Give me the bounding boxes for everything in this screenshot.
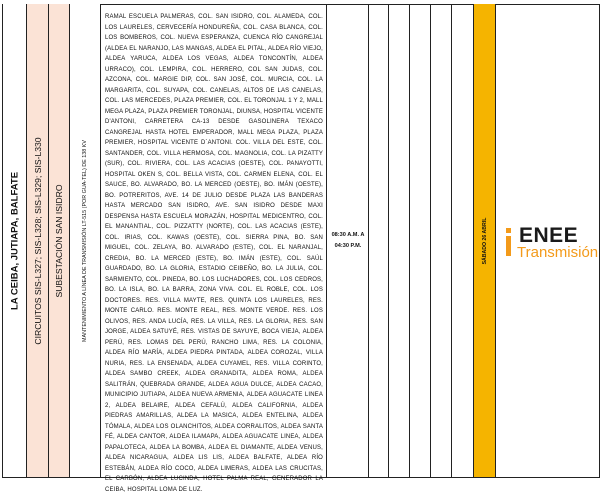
logo-subtitle: Transmisión bbox=[517, 244, 599, 261]
time-start: 08:30 A.M. A bbox=[331, 232, 365, 238]
empty-cell bbox=[430, 4, 451, 477]
affected-sectors-cell bbox=[100, 4, 326, 493]
enee-logo bbox=[503, 225, 601, 265]
schedule-time bbox=[327, 230, 369, 252]
affected-sectors-text: RAMAL ESCUELA PALMERAS, COL. SAN ISIDRO, COL. ALAMEDA, COL. LOS LAURELES, CERVECERÍA HONDUREÑA, COL. CASA BLANCA, COL. LOS BOMBEROS, COL. NUEVA ESPERANZA, CUENCA RÍO CANGREJAL (ALDEA EL NARANJO, LAS MANGAS, ALDEA EL PITAL, ALDEA RÍO VIEJO, ALDEA YARUCA, ALDEA LOS VEGAS, ALDEA TONCONTÍN, ALDEA URRACO), COL. LEMPIRA, COL. HERRERO, COL SAN JUDAS, COL. AZCONA, COL. MARGIE DIP, COL. SAN JOSÉ, COL. MURCIA, COL. LA MARGARITA, COL. SUYAPA, COL. CANELAS, ALTOS DE LAS CANELAS, COL. LAS MERCEDES, PLAZA PREMIER, COL. EL TORONJAL 1 Y 2, MALL MEGA PLAZA, PLAZA PREMIER TORONJAL, DIUNSA, HOSPITAL VICENTE D'ANTONI, CARRETERA CA-13 DESDE GASOLINERA TEXACO CANGREJAL HASTA HOTEL EMPERADOR, MALL MEGA PLAZA, PLAZA PREMIER, HOSPITAL VICENTE D´ANTONI. COL. VILLA DEL ESTE, COL. SANTANDER, COL. VILLA HERMOSA, COL. MAGNOLIA, COL. LA PIZATTY (SUR), COL. RIVIERA, COL. LAS ACACIAS (OESTE), COL. PANAYOTTI, HOSPITAL OKEN S, COL. BELLA VISTA, COL. CARMEN ELENA, COL. EL SAUCE, BO. ALVARADO, BO. LA MERCED (OESTE), BO. IMÁN (OESTE), BO. POTRERITOS, AVE. 14 DE JULIO DESDE PLAZA LAS BANDERAS HASTA MERCADO SAN ISIDRO, AVE. SAN ISIDRO DESDE MAXI DESPENSA HASTA ESCUELA MORAZÁN, HOSPITAL MEDICENTRO, COL. EL MANANTIAL, COL. PIZZATTY (NORTE), COL. LAS ACACIAS (ESTE), COL. IRIAS, COL. KAWAS (OESTE), COL. SIERRA PINA, BO. SAN MIGUEL, COL. ZELAYA, BO. ALVARADO (ESTE), COL. EL NARANJAL, CREDIA, BO. LA MERCED (ESTE), BO. IMÁN (ESTE), COL. SAÚL GUARDADO, BO. LA GLORIA, ESTADIO CEIBEÑO, BO. LA JULIA, COL. SARMIENTO, COL. PINEDA, BO. LOS LUCHADORES, COL. LOS CEDROS, BO. LA ISLA, BO. LA BARRA, ZONA VIVA. COL. EL ROBLE, COL. LOS DOCTORES. RES. VILLA MAYTE, RES. QUINTA LOS LAURELES, RES. MONTE CARLO. RES. MONTE REAL, RES. MONTE VERDE. RES. LOS OLIVOS, RES. ANDA LUCÍA, RES. LA VILLA, RES. LA GLORIA, RES. SAN JORGE, ALDEA SATUYÉ, RES. VISTAS DE SAYUYE, BOCA VIEJA, ALDEA PERÚ, RES. LOMAS DEL PERÚ, RANCHO LIMA, RES. LA COLONIA, ALDEA RÍO MARÍA, ALDEA PIEDRA PINTADA, ALDEA COROZAL, VILLA NURIA, RES. LA ENSENADA, ALDEA CUYAMEL, RES. VILLA CORINTO, ALDEA SAMBO CREEK, ALDEA GRANADITA, ALDEA ROMA, ALDEA SALITRÁN, QUEBRADA GRANDE, ALDEA AGUA DULCE, ALDEA CACAO, MUNICIPIO JUTIAPA, ALDEA NUEVA ARMENIA, ALDEA AGUACATE LINEA 2, ALDEA BELAIRE, ALDEA CEFALÚ, ALDEA CALIFORNIA, ALDEA PIEDRAS AMARILLAS, ALDEA LA MASICA, ALDEA ENTELINA, ALDEA TÓMALA, ALDEA LOS OLANCHITOS, ALDEA CORRALITOS, ALDEA SANTA FÉ, ALDEA CANTOR, ALDEA ILAMAPA, ALDEA AGUACATE LINEA, ALDEA PAPALOTECA, ALDEA LA BOMBA, ALDEA EL DIAMANTE, ALDEA VENUS, ALDEA NICARAGUA, ALDEA LIS LIS, ALDEA BALFATE, ALDEA RÍO ESTEBÁN, ALDEA RÍO COCO, ALDEA LIMERAS, ALDEA LAS CRUCITAS, EL CARBÓN, ALDEA LUCINDA, HOTEL PALMA REAL, GENERADOR LA CEIBA, HOSPITAL LOMA DE LUZ. bbox=[105, 14, 323, 493]
region-label: LA CEIBA, JUTIAPA, BALFATE bbox=[9, 171, 20, 310]
date-label: SÁBADO 26 ABRIL bbox=[481, 217, 488, 264]
empty-cell bbox=[409, 4, 430, 477]
schedule-time-cell bbox=[326, 4, 368, 477]
work-description-cell bbox=[69, 4, 100, 477]
work-description-label: MANTENIMIENTO A LÍNEA DE TRANSMISIÓN LT-515 (POR GUA-TEL) DE 138 KV bbox=[82, 139, 88, 342]
region-cell bbox=[2, 4, 26, 477]
time-end: 04:30 P.M. bbox=[334, 243, 362, 249]
circuits-label: CIRCUITOS SIS-L327; SIS-L328; SIS-L329; SIS-L330 bbox=[32, 136, 43, 345]
empty-cell bbox=[388, 4, 409, 477]
circuits-cell bbox=[26, 4, 48, 477]
empty-cell bbox=[451, 4, 473, 477]
substation-cell bbox=[48, 4, 69, 477]
date-cell bbox=[473, 4, 495, 477]
logo-name: ENEE bbox=[519, 224, 579, 247]
empty-cell bbox=[368, 4, 388, 477]
substation-label: SUBESTACIÓN SAN ISIDRO bbox=[54, 183, 64, 298]
logo-cell bbox=[495, 4, 600, 477]
